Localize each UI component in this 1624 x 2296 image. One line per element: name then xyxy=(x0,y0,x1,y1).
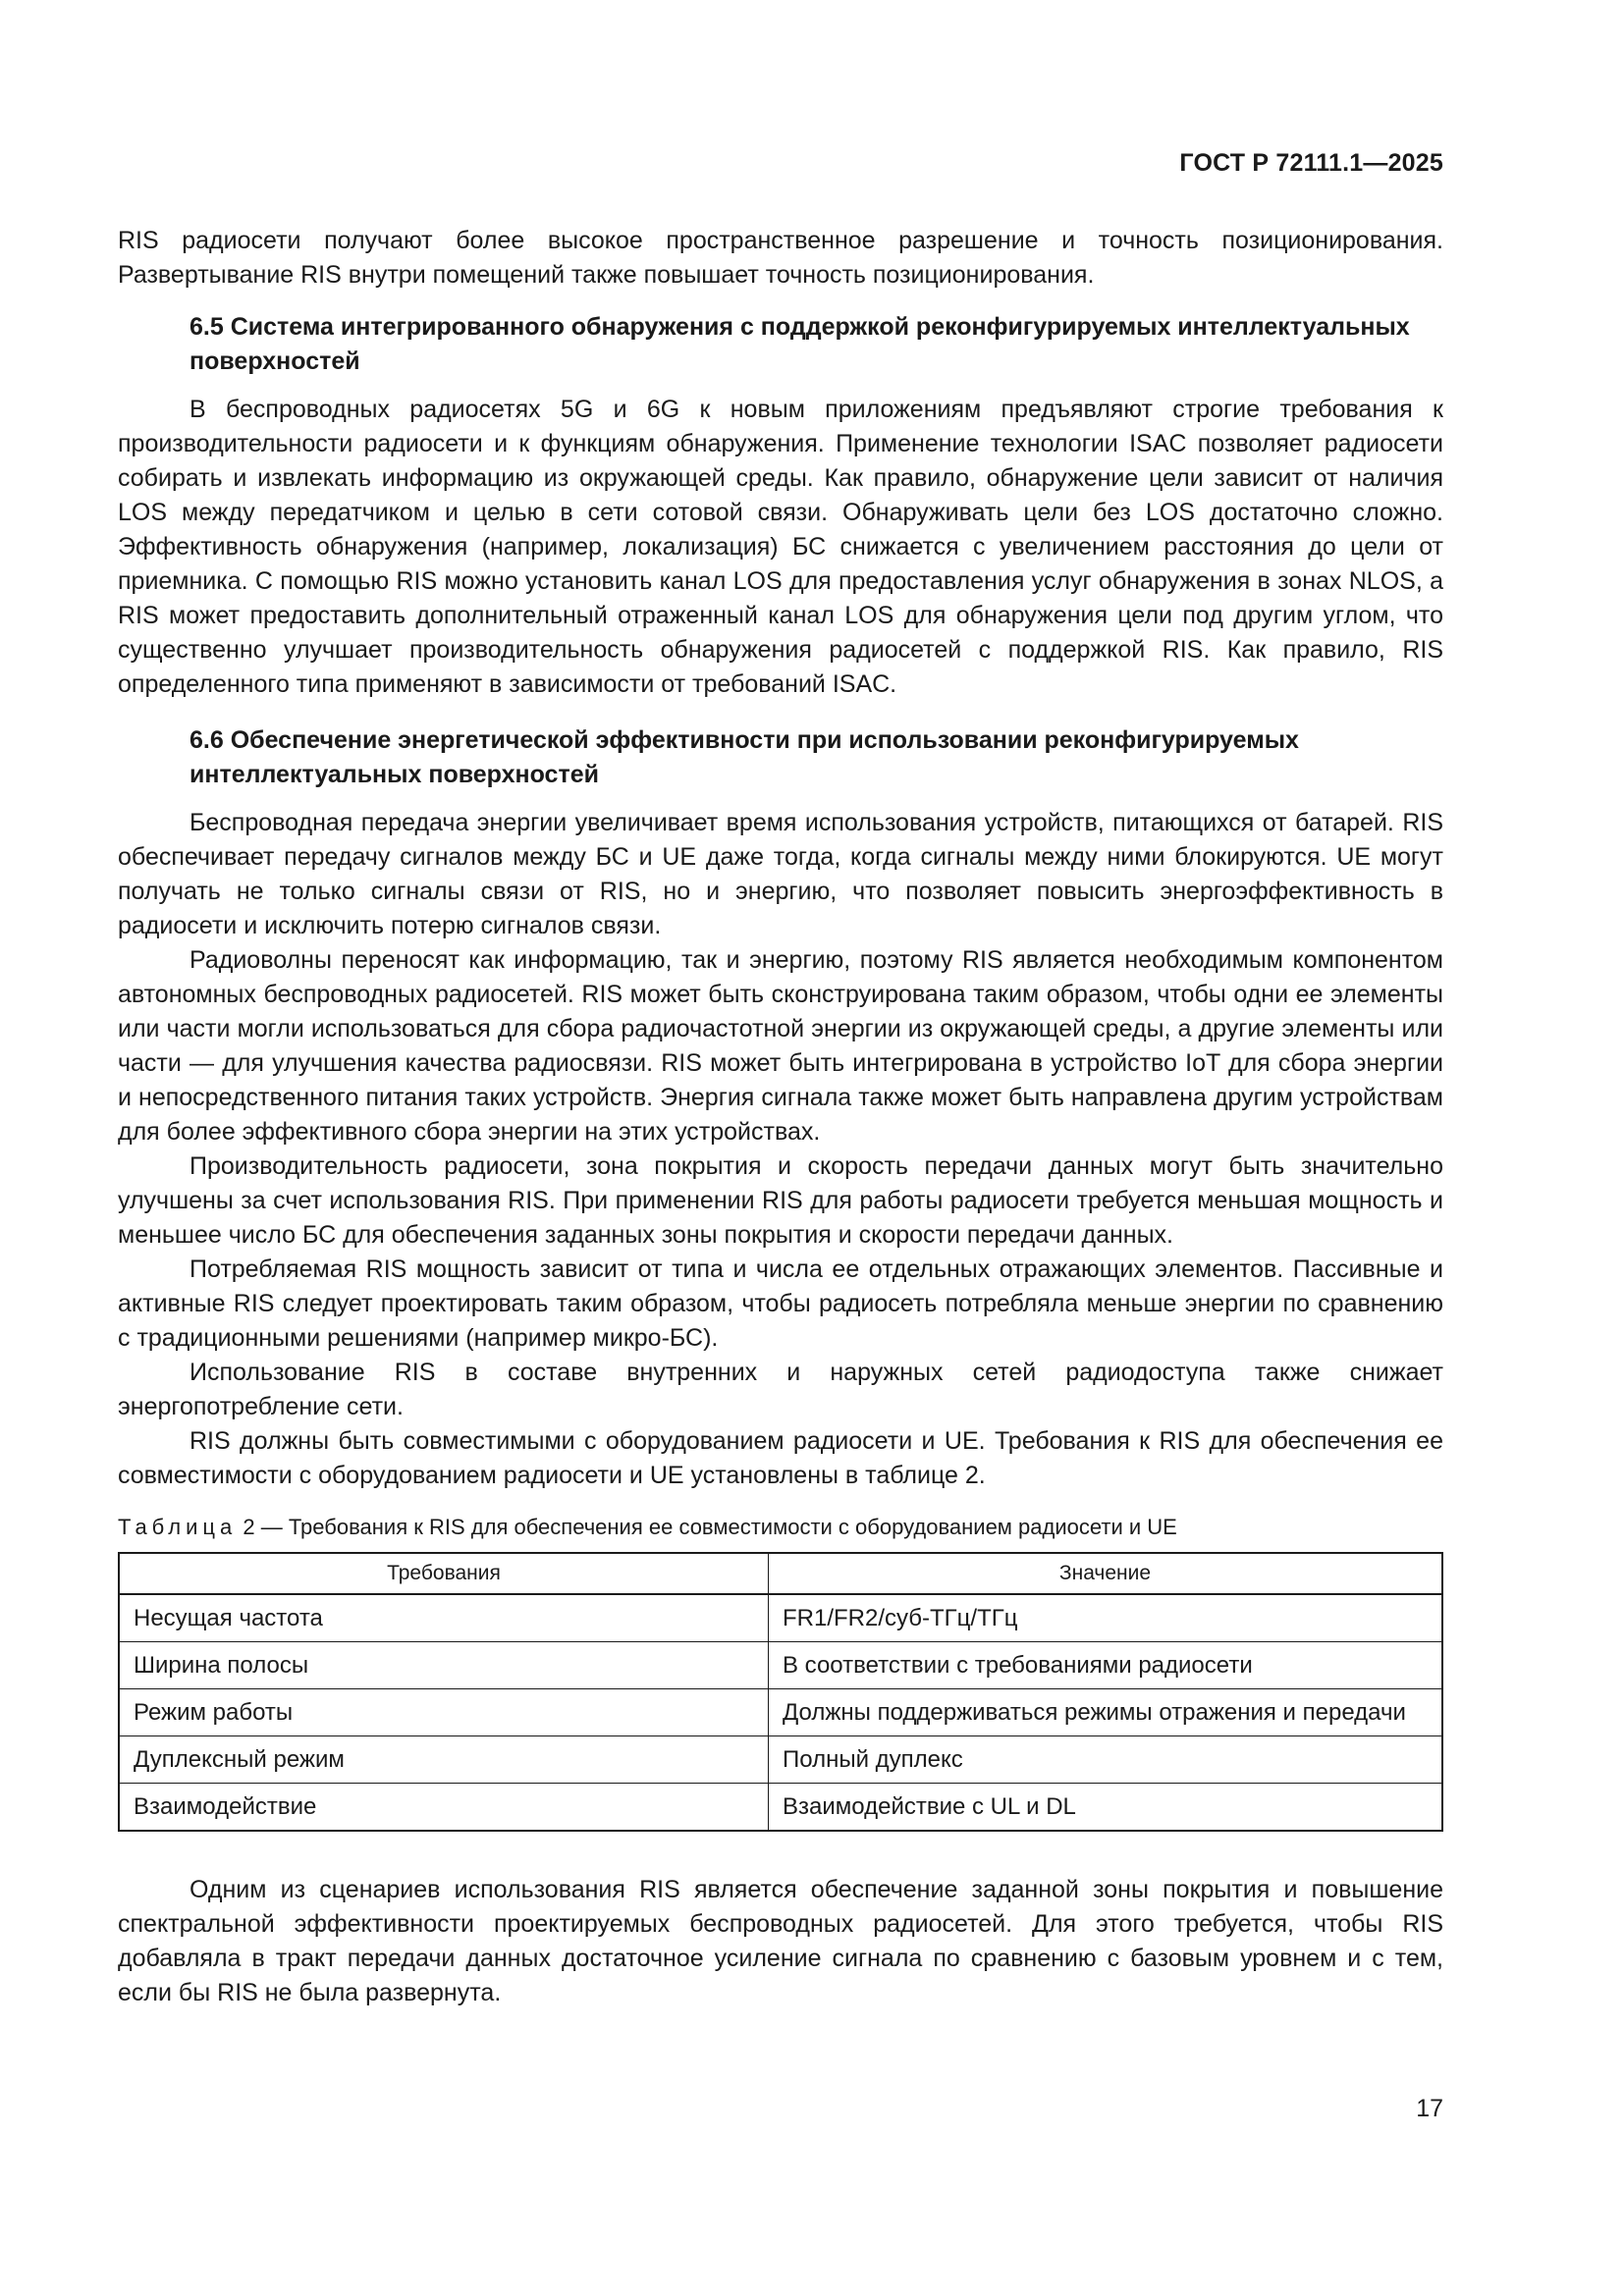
table-cell-value: В соответствии с требованиями радиосети xyxy=(769,1642,1443,1689)
section-6-6-paragraph-5: Использование RIS в составе внутренних и наружных сетей радиодоступа также снижает энергопотребление сети. xyxy=(118,1359,1443,1420)
table-cell-value: Должны поддерживаться режимы отражения и передачи xyxy=(769,1689,1443,1736)
table-cell-value: Взаимодействие с UL и DL xyxy=(769,1784,1443,1832)
table-cell-value: Полный дуплекс xyxy=(769,1736,1443,1784)
page-number: 17 xyxy=(1416,2095,1443,2122)
table-row xyxy=(119,1689,1442,1736)
table-cell-requirement: Ширина полосы xyxy=(119,1642,769,1689)
table-caption-text: 2 — Требования к RIS для обеспечения ее совместимости с оборудованием радиосети и UE xyxy=(237,1515,1177,1539)
table-caption xyxy=(118,1513,1443,1542)
table-cell-value: FR1/FR2/суб-ТГц/ТГц xyxy=(769,1594,1443,1642)
table-cell-requirement: Взаимодействие xyxy=(119,1784,769,1832)
table-cell-requirement: Режим работы xyxy=(119,1689,769,1736)
table-cell-requirement: Несущая частота xyxy=(119,1594,769,1642)
document-body xyxy=(118,224,1443,2010)
table-header-value: Значение xyxy=(769,1553,1443,1594)
table-cell-requirement: Дуплексный режим xyxy=(119,1736,769,1784)
paragraph-top: RIS радиосети получают более высокое пространственное разрешение и точность позиционирования. Развертывание RIS внутри помещений также повышает точность позиционирования. xyxy=(118,227,1443,289)
table-row xyxy=(119,1736,1442,1784)
section-6-6-paragraph-3: Производительность радиосети, зона покрытия и скорость передачи данных могут быть значительно улучшены за счет использования RIS. При применении RIS для работы радиосети требуется меньшая мощность и меньшее число БС для обеспечения заданных зоны покрытия и скорости передачи данных. xyxy=(118,1152,1443,1249)
section-6-5-title: 6.5 Система интегрированного обнаружения с поддержкой реконфигурируемых интеллектуальных поверхностей xyxy=(189,313,1410,375)
paragraph-after-table: Одним из сценариев использования RIS является обеспечение заданной зоны покрытия и повышение спектральной эффективности проектируемых беспроводных радиосетей. Для этого требуется, чтобы RIS добавляла в тракт передачи данных достаточное усиление сигнала по сравнению с базовым уровнем и с тем, если бы RIS не была развернута. xyxy=(118,1876,1443,2006)
section-6-6-paragraph-6: RIS должны быть совместимыми с оборудованием радиосети и UE. Требования к RIS для обеспечения ее совместимости с оборудованием радиосети и UE установлены в таблице 2. xyxy=(118,1427,1443,1489)
document-id-header: ГОСТ Р 72111.1—2025 xyxy=(1179,149,1443,177)
table-row xyxy=(119,1594,1442,1642)
table-header-row xyxy=(119,1553,1442,1594)
section-6-6-paragraph-2: Радиоволны переносят как информацию, так и энергию, поэтому RIS является необходимым компонентом автономных беспроводных радиосетей. RIS может быть сконструирована таким образом, чтобы одни ее элементы или части могли использоваться для сбора радиочастотной энергии из окружающей среды, а другие элементы или части — для улучшения качества радиосвязи. RIS может быть интегрирована в устройство IoT для сбора энергии и непосредственного питания таких устройств. Энергия сигнала также может быть направлена другим устройствам для более эффективного сбора энергии на этих устройствах. xyxy=(118,946,1443,1146)
document-page xyxy=(118,0,1443,2296)
section-6-5-paragraph: В беспроводных радиосетях 5G и 6G к новым приложениям предъявляют строгие требования к производительности радиосети и к функциям обнаружения. Применение технологии ISAC позволяет радиосети собирать и извлекать информацию из окружающей среды. Как правило, обнаружение цели зависит от наличия LOS между передатчиком и целью в сети сотовой связи. Обнаруживать цели без LOS достаточно сложно. Эффективность обнаружения (например, локализация) БС снижается с увеличением расстояния до цели от приемника. С помощью RIS можно установить канал LOS для предоставления услуг обнаружения в зонах NLOS, а RIS может предоставить дополнительный отраженный канал LOS для обнаружения цели под другим углом, что существенно улучшает производительность обнаружения радиосетей с поддержкой RIS. Как правило, RIS определенного типа применяют в зависимости от требований ISAC. xyxy=(118,396,1443,698)
section-6-6-paragraph-1: Беспроводная передача энергии увеличивает время использования устройств, питающихся от батарей. RIS обеспечивает передачу сигналов между БС и UE даже тогда, когда сигналы между ними блокируются. UE могут получать не только сигналы связи от RIS, но и энергию, что позволяет повысить энергоэффективность в радиосети и исключить потерю сигналов связи. xyxy=(118,809,1443,939)
section-6-6-title: 6.6 Обеспечение энергетической эффективности при использовании реконфигурируемых интеллектуальных поверхностей xyxy=(189,726,1299,788)
table-row xyxy=(119,1784,1442,1832)
table-caption-word: Таблица xyxy=(118,1515,238,1539)
table-header-requirements: Требования xyxy=(119,1553,769,1594)
section-6-6-paragraph-4: Потребляемая RIS мощность зависит от типа и числа ее отдельных отражающих элементов. Пассивные и активные RIS следует проектировать таким образом, чтобы радиосеть потребляла меньше энергии по сравнению с традиционными решениями (например микро-БС). xyxy=(118,1255,1443,1352)
requirements-table xyxy=(118,1552,1443,1832)
table-row xyxy=(119,1642,1442,1689)
